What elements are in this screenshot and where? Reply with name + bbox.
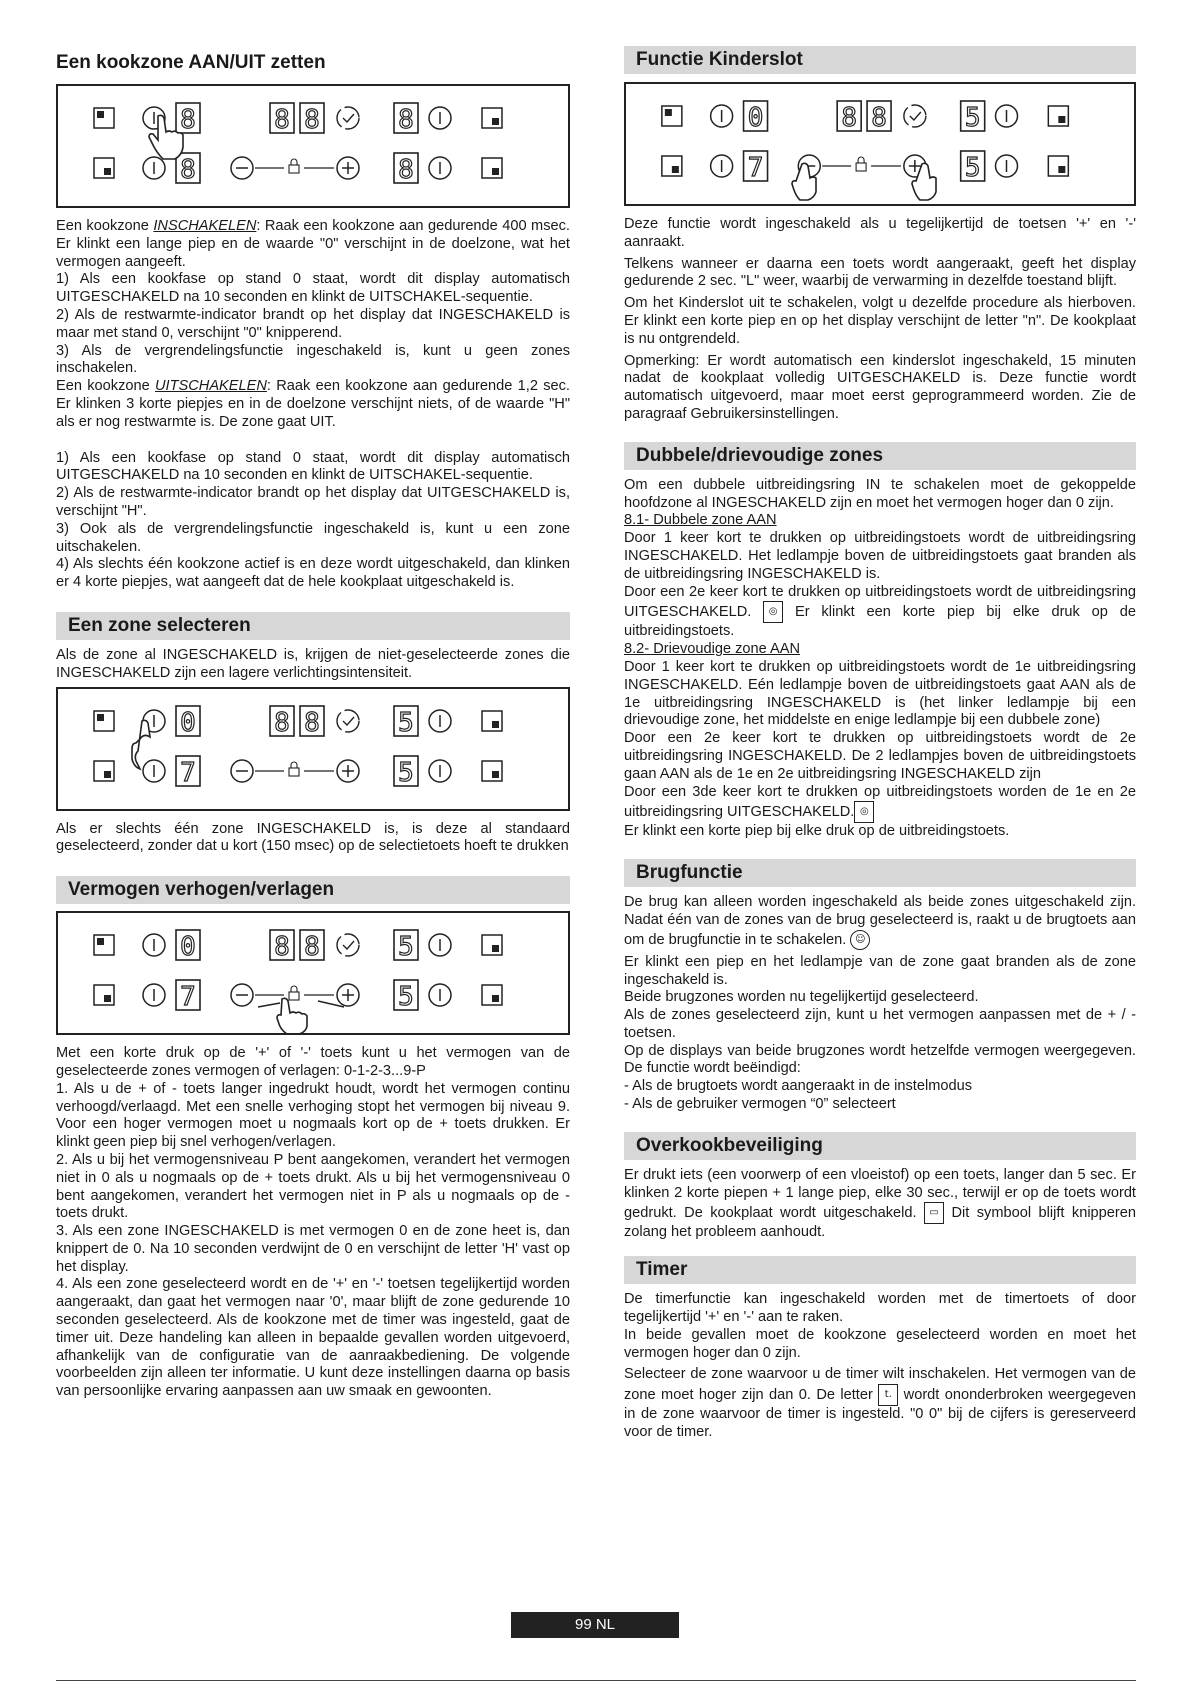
svg-text:5: 5 <box>398 757 414 788</box>
power-key-icon <box>429 710 451 732</box>
on-1: 1) Als een kookfase op stand 0 staat, wordt dit display automatisch UITGESCHAKELD na 10 seconden en klinkt de UITSCHAKEL-sequentie. <box>56 271 570 306</box>
zone-indicator-top-right <box>482 935 502 955</box>
bridge-2: Er klinkt een piep en het ledlampje van de zone gaat branden als de zone ingeschakeld is. <box>624 953 1136 988</box>
bridge-6: - Als de brugtoets wordt aangeraakt in de instelmodus <box>624 1078 973 1095</box>
extension-key-icon: ◎ <box>763 601 783 623</box>
timer-key-icon <box>904 105 926 127</box>
multi-2: Door 1 keer kort te drukken op uitbreidingstoets wordt de uitbreidingsring INGESCHAKELD. Het ledlampje boven de uitbreidingstoets gaat branden als de uitbreidingsring INGESCHAKELD is. <box>624 530 1136 582</box>
control-panel-power <box>56 911 570 1035</box>
svg-text:8: 8 <box>180 155 196 185</box>
svg-text:5: 5 <box>964 103 981 133</box>
plus-key-icon <box>337 760 359 782</box>
svg-text:7: 7 <box>180 757 196 788</box>
lock-1: Deze functie wordt ingeschakeld als u tegelijkertijd de toetsen '+' en '-' aanraakt. <box>624 216 1136 250</box>
power-1: 1. Als u de + of - toets langer ingedrukt houdt, wordt het vermogen continu verhoogd/verlaagd. Met een snelle verhoging stopt het vermogen bij niveau 9. Voor een hoger vermogen moet u nogmaals kort op de + toets drukken. Er klinkt geen piep bij snel verhogen/verlagen. <box>56 1080 570 1151</box>
control-panel-lock <box>624 82 1136 206</box>
power-key-icon <box>429 760 451 782</box>
overflow-symbol-icon: ▭ <box>924 1202 944 1224</box>
zone-indicator-top-left <box>94 108 114 128</box>
extension-key-icon: ◎ <box>854 801 874 823</box>
off-3: 3) Ook als de vergrendelingsfunctie ingeschakeld is, kunt u een zone uitschakelen. <box>56 520 570 555</box>
panel-select-drawing <box>58 689 568 809</box>
timer-display-digit-2 <box>300 706 324 738</box>
svg-text:8: 8 <box>871 103 887 133</box>
zone-display-bottom-left <box>176 980 200 1012</box>
svg-text:8: 8 <box>398 155 414 185</box>
bridge-3: Beide brugzones worden nu tegelijkertijd geselecteerd. <box>624 989 979 1006</box>
svg-text:8: 8 <box>398 105 414 135</box>
power-key-icon <box>996 105 1018 127</box>
svg-text:0: 0 <box>180 932 196 963</box>
lock-icon <box>856 157 866 171</box>
timer-display-digit-1 <box>270 706 294 738</box>
zone-indicator-top-right <box>1048 106 1068 126</box>
lock-icon <box>289 986 299 1000</box>
power-key-icon <box>143 934 165 956</box>
page-number: 99 NL <box>511 1612 679 1638</box>
lock-2: Telkens wanneer er daarna een toets wordt aangeraakt, geeft het display gedurende 2 sec. "L" weer, waarbij de verwarming in dezelfde toestand blijft. <box>624 255 1136 290</box>
lock-3: Om het Kinderslot uit te schakelen, volgt u dezelfde procedure als hierboven. Er klinkt een korte piep en op het display verschijnt de letter "n". De kookplaat is nu ontgrendeld. <box>624 295 1136 347</box>
lock-icon <box>289 159 299 173</box>
power-key-icon <box>429 984 451 1006</box>
heading-multi: Dubbele/drievoudige zones <box>624 442 1136 470</box>
zone-indicator-bottom-left <box>94 761 114 781</box>
zone-display-top-right <box>394 103 418 135</box>
zone-indicator-bottom-right <box>482 158 502 178</box>
svg-text:8: 8 <box>274 105 290 135</box>
power-2: 2. Als u bij het vermogensniveau P bent aangekomen, verandert het vermogen niet in 0 als u nogmaals op de + toets drukt. Als u bij het vermogensniveau 0 bent aangekomen, verandert het vermogen niet in P als u nogmaals op de - toets drukt. <box>56 1151 570 1222</box>
bridge-5: Op de displays van beide brugzones wordt hetzelfde vermogen weergegeven. De functie wordt beëindigd: <box>624 1042 1136 1077</box>
power-key-icon <box>143 984 165 1006</box>
bridge-1: De brug kan alleen worden ingeschakeld als beide zones uitgeschakeld zijn. Nadat één van de zones van de brug geselecteerd is, raakt u de brugtoets aan om de brugfunctie in te schakelen. ☺ <box>624 894 1136 950</box>
off-4: 4) Als slechts één kookzone actief is en deze wordt uitgeschakeld, dan klinken er 4 korte piepjes, wat aangeeft dat de hele kookplaat uitgeschakeld is. <box>56 556 570 591</box>
panel-lock-drawing <box>626 84 1134 204</box>
svg-text:8: 8 <box>841 103 857 133</box>
svg-text:8: 8 <box>304 932 320 963</box>
multi-4: Door 1 keer kort te drukken op uitbreidingstoets wordt de 1e uitbreidingsring INGESCHAKELD. Eén ledlampje boven de uitbreidingstoets gaat AAN als de 1e uitbreidingsring INGESCHAKELD is (het linker ledlampje bij een drievoudige zone, het middelste en enige ledlampje bij een dubbele zone) <box>624 658 1136 729</box>
power-key-icon <box>711 155 733 177</box>
multi-6: Door een 3de keer kort te drukken op uitbreidingstoets worden de 1e en 2e uitbreidingsring UITGESCHAKELD. ◎ <box>624 784 1136 824</box>
bridge-4: Als de zones geselecteerd zijn, kunt u het vermogen aanpassen met de + / - toetsen. <box>624 1007 1136 1041</box>
zone-indicator-top-left <box>94 711 114 731</box>
heading-power: Vermogen verhogen/verlagen <box>56 876 570 904</box>
multi-5: Door een 2e keer kort te drukken op uitbreidingstoets wordt de 2e uitbreidingsring INGESCHAKELD. De 2 ledlampjes boven de uitbreidingstoets gaan AAN als de 1e en 2e uitbreidingsring INGESCHAKELD zijn <box>624 730 1136 782</box>
multi-3: Door een 2e keer kort te drukken op uitbreidingstoets wordt de uitbreidingsring UITGESCHAKELD. ◎ Er klinkt een korte piep bij elke druk op de uitbreidingstoets. <box>624 583 1136 640</box>
zone-indicator-bottom-right <box>482 985 502 1005</box>
zone-indicator-bottom-right <box>482 761 502 781</box>
svg-text:5: 5 <box>398 982 414 1013</box>
power-key-icon <box>711 105 733 127</box>
right-column <box>624 46 1136 1442</box>
p-off: Een kookzone UITSCHAKELEN: Raak een kookzone aan gedurende 1,2 sec. Er klinken 3 korte piepjes en in de doelzone verschijnt niets, of de waarde "H" als er nog restwarmte is. De zone gaat UIT. <box>56 378 570 430</box>
timer-3: Selecteer de zone waarvoor u de timer wilt inschakelen. Het vermogen van de zone moet hoger zijn dan 0. De letter t. wordt ononderbroken weergegeven in de zone waarvoor de timer is ingesteld. "0 0" bij de cijfers is gereserveerd voor de timer. <box>624 1366 1136 1441</box>
svg-text:5: 5 <box>398 707 414 738</box>
minus-key-icon <box>231 760 253 782</box>
zone-display-bottom-right <box>394 756 418 788</box>
svg-text:7: 7 <box>180 982 196 1013</box>
heading-bridge: Brugfunctie <box>624 859 1136 887</box>
zone-display-top-left <box>744 101 768 133</box>
timer-display-digit-2 <box>300 103 324 135</box>
svg-text:8: 8 <box>180 105 196 135</box>
timer-display-digit-2 <box>867 101 891 133</box>
power-key-icon <box>429 157 451 179</box>
power-key-icon <box>143 760 165 782</box>
on-2: 2) Als de restwarmte-indicator brandt op het display dat INGESCHAKELD is maar met stand 0, verschijnt "0" knipperend. <box>56 306 570 341</box>
heading-select: Een zone selecteren <box>56 612 570 640</box>
svg-text:7: 7 <box>747 153 764 183</box>
on-3: 3) Als de vergrendelingsfunctie ingeschakeld is, kunt u geen zones inschakelen. <box>56 342 570 377</box>
footer-rule <box>56 1680 1136 1681</box>
off-2: 2) Als de restwarmte-indicator brandt op het display dat UITGESCHAKELD is, verschijnt "H". <box>56 485 570 519</box>
svg-text:0: 0 <box>180 707 196 738</box>
zone-display-bottom-right <box>961 151 985 183</box>
zone-indicator-bottom-left <box>94 985 114 1005</box>
zone-display-bottom-right <box>394 980 418 1012</box>
power-key-icon <box>429 934 451 956</box>
zone-display-bottom-left <box>744 151 768 183</box>
timer-display-digit-2 <box>300 930 324 962</box>
timer-display-digit-1 <box>270 103 294 135</box>
svg-text:8: 8 <box>304 105 320 135</box>
timer-key-icon <box>337 934 359 956</box>
power-key-icon <box>996 155 1018 177</box>
zone-indicator-bottom-left <box>662 156 682 176</box>
timer-display-digit-1 <box>270 930 294 962</box>
hand-pointer-icon <box>258 998 344 1033</box>
zone-display-bottom-left <box>176 153 200 185</box>
lock-4: Opmerking: Er wordt automatisch een kinderslot ingeschakeld, 15 minuten nadat de kookplaat volledig UITGESCHAKELD is. Deze functie wordt automatisch uitgevoerd, maar moet eerst geprogrammeerd worden. Zie de paragraaf Gebruikersinstellingen. <box>624 352 1136 422</box>
zone-display-top-right <box>394 930 418 962</box>
svg-text:8: 8 <box>274 707 290 738</box>
zone-display-top-right <box>394 706 418 738</box>
power-4: 4. Als een zone geselecteerd wordt en de '+' en '-' toetsen tegelijkertijd worden aangeraakt, dan gaat het vermogen naar '0', maar blijft de zone gedurende 10 seconden geselecteerd. Als de kookzone met de timer was ingesteld, gaat de timer uit. Deze handeling kan alleen in bepaalde gevallen worden uitgevoerd, afhankelijk van de configuratie van de aanraakbediening. De volgende voorbeelden zijn alleen ter informatie. U kunt deze instellingen daarna op basis van persoonlijke ervaring aanpassen aan uw smaak en gewoonten. <box>56 1276 570 1400</box>
zone-display-top-left <box>176 706 200 738</box>
control-panel-onoff <box>56 84 570 208</box>
power-3: 3. Als een zone INGESCHAKELD is met vermogen 0 en de zone heet is, dan knippert de 0. Na 10 seconden verdwijnt de 0 en verschijnt de letter 'H' vast op het display. <box>56 1223 570 1275</box>
bridge-7: - Als de gebruiker vermogen “0” selecteert <box>624 1096 896 1113</box>
timer-display-digit-1 <box>837 101 861 133</box>
minus-key-icon <box>231 984 253 1006</box>
timer-key-icon <box>337 710 359 732</box>
svg-text:5: 5 <box>964 153 981 183</box>
multi-sub1: 8.1- Dubbele zone AAN <box>624 512 777 529</box>
multi-7: Er klinkt een korte piep bij elke druk op de uitbreidingstoets. <box>624 823 1010 840</box>
control-panel-select <box>56 687 570 811</box>
plus-key-icon <box>337 157 359 179</box>
svg-text:5: 5 <box>398 932 414 963</box>
zone-display-bottom-right <box>394 153 418 185</box>
bridge-key-icon: ☺ <box>850 930 870 950</box>
heading-timer: Timer <box>624 1256 1136 1284</box>
svg-text:8: 8 <box>304 707 320 738</box>
zone-display-top-right <box>961 101 985 133</box>
timer-2: In beide gevallen moet de kookzone geselecteerd worden en moet het vermogen hoger dan 0 zijn. <box>624 1326 1136 1361</box>
heading-overcook: Overkookbeveiliging <box>624 1132 1136 1160</box>
panel-onoff-drawing <box>58 86 568 206</box>
power-intro: Met een korte druk op de '+' of '-' toets kunt u het vermogen van de geselecteerde zones vermogen of verlagen: 0-1-2-3...9-P <box>56 1045 570 1079</box>
power-key-icon <box>143 157 165 179</box>
svg-text:0: 0 <box>747 103 764 133</box>
off-1: 1) Als een kookfase op stand 0 staat, wordt dit display automatisch UITGESCHAKELD na 10 seconden en klinkt de UITSCHAKEL-sequentie. <box>56 449 570 484</box>
heading-onoff: Een kookzone AAN/UIT zetten <box>56 52 326 73</box>
zone-display-top-left <box>176 103 200 135</box>
select-1: Als de zone al INGESCHAKELD is, krijgen de niet-geselecteerde zones die INGESCHAKELD zijn een lagere verlichtingsintensiteit. <box>56 646 570 681</box>
zone-indicator-top-left <box>662 106 682 126</box>
timer-1: De timerfunctie kan ingeschakeld worden met de timertoets of door tegelijkertijd '+' en '-' aan te raken. <box>624 1291 1136 1326</box>
plus-key-icon <box>337 984 359 1006</box>
zone-indicator-bottom-left <box>94 158 114 178</box>
p-on: Een kookzone INSCHAKELEN: Raak een kookzone aan gedurende 400 msec. Er klinkt een lange piep en de waarde "0" verschijnt in de doelzone, wat het vermogen aangeeft. <box>56 218 570 270</box>
lock-icon <box>289 762 299 776</box>
zone-display-top-left <box>176 930 200 962</box>
left-column <box>56 46 570 1401</box>
timer-key-icon <box>337 107 359 129</box>
power-key-icon <box>429 107 451 129</box>
zone-indicator-bottom-right <box>1048 156 1068 176</box>
minus-key-icon <box>231 157 253 179</box>
panel-power-drawing <box>58 913 568 1033</box>
zone-display-bottom-left <box>176 756 200 788</box>
zone-indicator-top-left <box>94 935 114 955</box>
zone-indicator-top-right <box>482 711 502 731</box>
svg-text:8: 8 <box>274 932 290 963</box>
select-2: Als er slechts één zone INGESCHAKELD is, is deze al standaard geselecteerd, zonder dat u kort (150 msec) op de selectietoets hoeft te drukken <box>56 820 570 855</box>
overcook-1: Er drukt iets (een voorwerp of een vloeistof) op een toets, langer dan 5 sec. Er klinken 2 korte piepen + 1 lange piep, elke 30 sec., terwijl er op de toets wordt gedrukt. De kookplaat wordt uitgeschakeld. ▭ Dit symbool blijft knipperen zolang het probleem aanhoudt. <box>624 1166 1136 1241</box>
timer-letter-icon: t. <box>878 1384 898 1406</box>
multi-1: Om een dubbele uitbreidingsring IN te schakelen moet de gekoppelde hoofdzone al INGESCHAKELD zijn en moet het vermogen hoger dan 0 zijn. <box>624 476 1136 511</box>
zone-indicator-top-right <box>482 108 502 128</box>
heading-lock: Functie Kinderslot <box>624 46 1136 74</box>
multi-sub2: 8.2- Drievoudige zone AAN <box>624 641 801 658</box>
